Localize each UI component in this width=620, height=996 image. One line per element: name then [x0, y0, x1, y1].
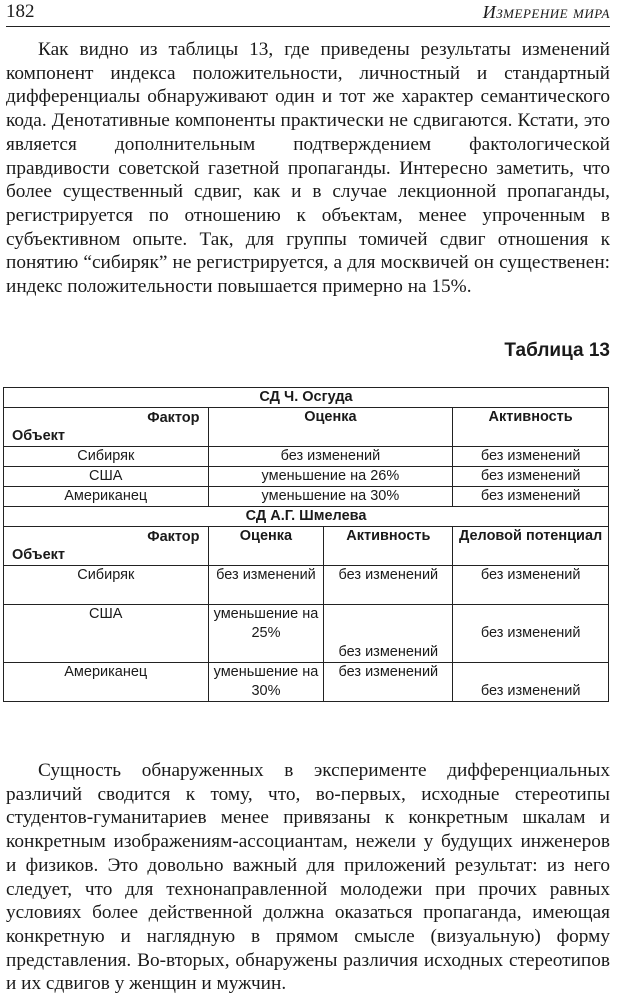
- section1-factor-label: Фактор: [147, 410, 200, 426]
- section1-col-header: Активность: [453, 408, 609, 447]
- section2-col-header: Активность: [324, 527, 453, 566]
- paragraph-2: [6, 759, 610, 996]
- section2-header-row: [4, 527, 609, 566]
- table-caption: Таблица 13: [504, 340, 610, 361]
- table-row: [4, 487, 609, 507]
- row-object: Сибиряк: [4, 447, 209, 467]
- table-cell: без изменений: [453, 447, 609, 467]
- table-row: [4, 605, 609, 663]
- paragraph-1: [6, 38, 610, 299]
- section1-corner-cell: [4, 408, 209, 447]
- section2-title-row: [4, 507, 609, 527]
- section2-factor-label: Фактор: [147, 529, 200, 545]
- table-cell: без изменений: [453, 566, 609, 605]
- row-object: США: [4, 605, 209, 663]
- table-cell: без изменений: [453, 467, 609, 487]
- table-cell: без изменений: [453, 663, 609, 702]
- page-header: [6, 0, 610, 27]
- row-object: США: [4, 467, 209, 487]
- section1-title-row: [4, 388, 609, 408]
- row-object: Американец: [4, 487, 209, 507]
- section1-header-row: [4, 408, 609, 447]
- table-cell: без изменений: [324, 663, 453, 702]
- table-row: [4, 447, 609, 467]
- results-table: [3, 387, 609, 702]
- table-cell: уменьшение на 26%: [208, 467, 453, 487]
- section2-title: СД А.Г. Шмелева: [4, 507, 609, 527]
- page-number: 182: [6, 1, 35, 22]
- table-row: [4, 566, 609, 605]
- section1-col-header: Оценка: [208, 408, 453, 447]
- section2-corner-cell: [4, 527, 209, 566]
- paragraph-2-text: Сущность обнаруженных в эксперименте дифференциальных различий сводится к тому, что, во-первых, исходные стереотипы студентов-гуманитариев менее привязаны к конкретным шкалам и конкретным изображениям-ассоциантам, нежели у будущих инженеров и физиков. Это довольно важный для приложений результат: из него следует, что для технонаправленной молодежи при прочих равных условиях более действенной должна оказаться пропаганда, имеющая конкретную и наглядную в прямом смысле (визуальную) форму представления. Во-вторых, обнаружены различия исходных стереотипов и их сдвигов у женщин и мужчин.: [6, 760, 610, 995]
- table-cell: без изменений: [453, 605, 609, 663]
- table-cell: без изменений: [208, 447, 453, 467]
- section1-title: СД Ч. Осгуда: [4, 388, 609, 408]
- row-object: Сибиряк: [4, 566, 209, 605]
- section1-object-label: Объект: [12, 428, 66, 444]
- running-title: Измерение мира: [482, 2, 610, 22]
- table-row: [4, 467, 609, 487]
- section2-col-header: Деловой потенциал: [453, 527, 609, 566]
- table-row: [4, 663, 609, 702]
- paragraph-1-text: Как видно из таблицы 13, где приведены результаты изменений компонент индекса положительности, личностный и стандартный дифференциалы обнаруживают один и тот же характер семантического кода. Денотативные компоненты практически не сдвигаются. Кстати, это является дополнительным подтверждением фактологической правдивости советской газетной пропаганды. Интересно заметить, что более существенный сдвиг, как и в случае лекционной пропаганды, регистрируется по отношению к объектам, менее упроченным в субъективном опыте. Так, для группы томичей сдвиг отношения к понятию “сибиряк” не регистрируется, а для москвичей он существенен: индекс положительности повышается примерно на 15%.: [6, 39, 610, 298]
- table-cell: без изменений: [208, 566, 324, 605]
- row-object: Американец: [4, 663, 209, 702]
- table-cell: уменьшение на 25%: [208, 605, 324, 663]
- section2-object-label: Объект: [12, 547, 66, 563]
- table-cell: без изменений: [453, 487, 609, 507]
- table-cell: без изменений: [324, 566, 453, 605]
- table-cell: уменьшение на 30%: [208, 487, 453, 507]
- table-cell: без изменений: [324, 605, 453, 663]
- table-cell: уменьшение на 30%: [208, 663, 324, 702]
- section2-col-header: Оценка: [208, 527, 324, 566]
